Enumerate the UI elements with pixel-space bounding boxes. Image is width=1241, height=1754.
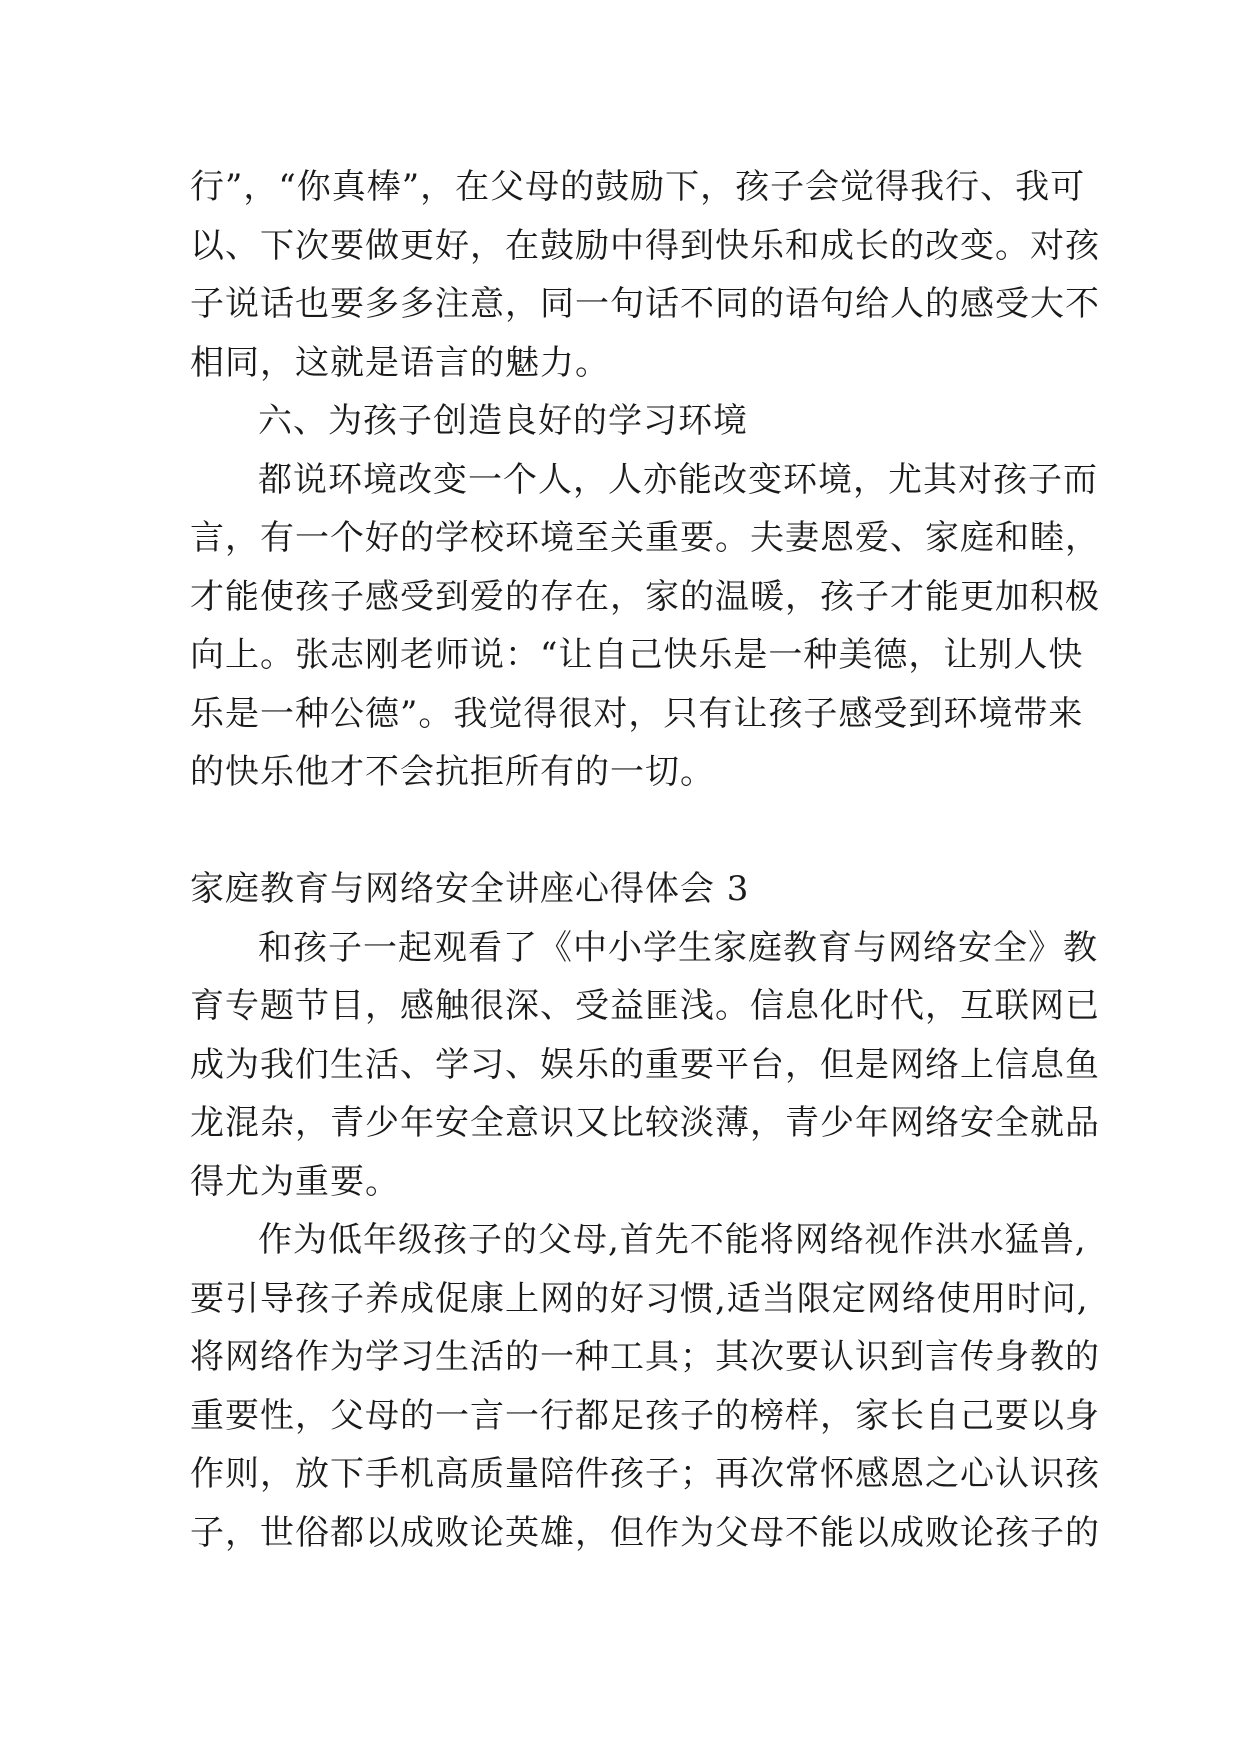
text-line: 得尤为重要。 bbox=[190, 1161, 400, 1202]
text-line: 乐是一种公德”。我觉得很对，只有让孩子感受到环境带来 bbox=[190, 693, 1084, 734]
text-line: 作为低年级孩子的父母,首先不能将网络视作洪水猛兽, bbox=[258, 1220, 1087, 1260]
text-line: 子，世俗都以成败论英雄，但作为父母不能以成败论孩子的 bbox=[190, 1512, 1100, 1553]
text-line: 作则，放下手机高质量陪件孩子；再次常怀感恩之心认识孩 bbox=[190, 1454, 1100, 1494]
document-page bbox=[190, 158, 1100, 1562]
text-line: 的快乐他才不会抗拒所有的一切。 bbox=[190, 752, 715, 792]
text-line: 育专题节目，感触很深、受益匪浅。信息化时代，互联网已 bbox=[190, 986, 1100, 1026]
text-line: 将网络作为学习生活的一种工具；其次要认识到言传身教的 bbox=[190, 1337, 1100, 1377]
text-line: 以、下次要做更好，在鼓励中得到快乐和成长的改变。对孩 bbox=[190, 225, 1100, 266]
heading-six: 六、为孩子创造良好的学习环境 bbox=[258, 401, 748, 441]
text-line: 成为我们生活、学习、娱乐的重要平台，但是网络上信息鱼 bbox=[190, 1044, 1100, 1085]
text-line: 和孩子一起观看了《中小学生家庭教育与网络安全》教 bbox=[258, 927, 1098, 968]
text-line: 行”，“你真棒”，在父母的鼓励下，孩子会觉得我行、我可 bbox=[190, 167, 1086, 207]
text-line: 要引导孩子养成促康上网的好习惯,适当限定网络使用时问, bbox=[190, 1278, 1089, 1319]
paragraph-network-safety bbox=[190, 919, 1100, 1212]
text-line: 子说话也要多多注意，同一句话不同的语句给人的感受大不 bbox=[190, 284, 1100, 324]
text-line: 重要性，父母的一言一行都足孩子的榜样，家长自己要以身 bbox=[190, 1395, 1100, 1436]
text-line: 向上。张志刚老师说：“让自己快乐是一种美德，让别人快 bbox=[190, 635, 1084, 675]
section-title: 家庭教育与网络安全讲座心得体会 3 bbox=[190, 869, 750, 909]
blank-line bbox=[190, 802, 1056, 861]
paragraph-encouragement bbox=[190, 158, 1100, 392]
paragraph-environment bbox=[190, 451, 1100, 802]
text-line: 龙混杂，青少年安全意识又比较淡薄，青少年网络安全就品 bbox=[190, 1103, 1100, 1143]
text-line: 才能使孩子感受到爱的存在，家的温暖，孩子才能更加积极 bbox=[190, 576, 1100, 617]
text-line: 相同，这就是语言的魅力。 bbox=[190, 342, 610, 383]
text-line: 都说环境改变一个人，人亦能改变环境，尤其对孩子而 bbox=[258, 459, 1098, 500]
paragraph-parents bbox=[190, 1211, 1100, 1562]
text-line: 言，有一个好的学校环境至关重要。夫妻恩爱、家庭和睦， bbox=[190, 518, 1100, 558]
